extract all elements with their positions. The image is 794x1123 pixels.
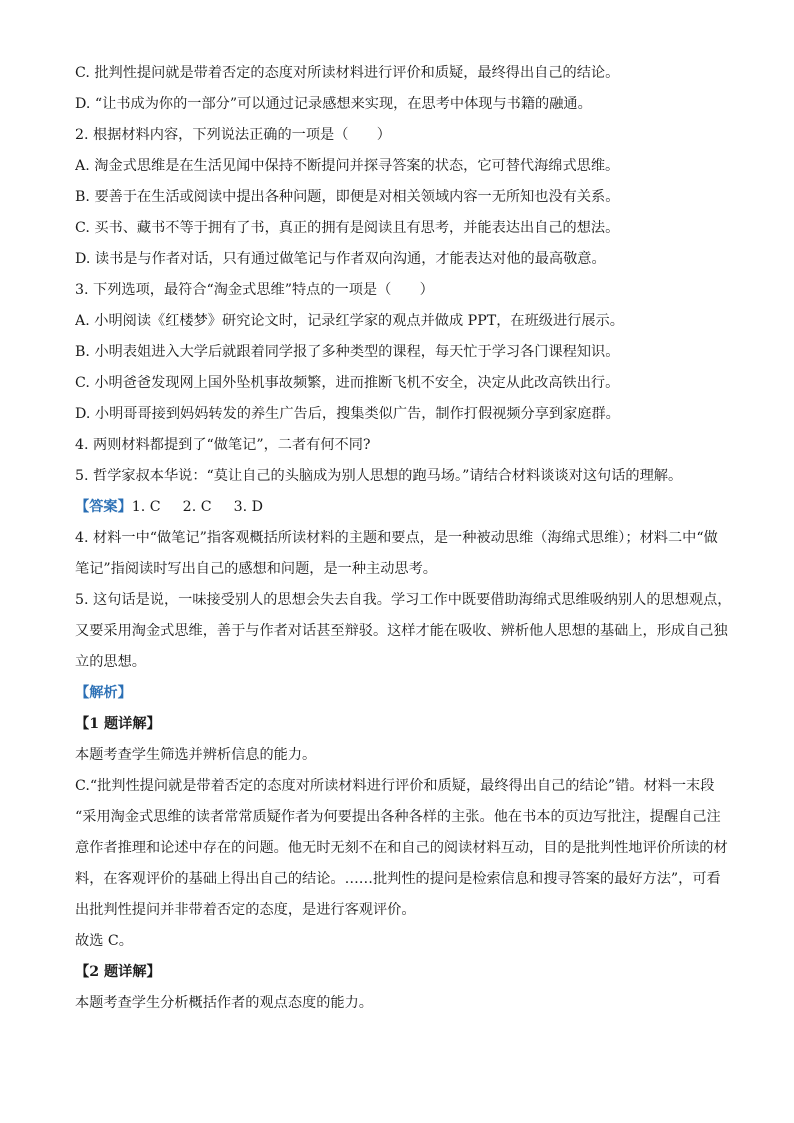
q2-stem: 2. 根据材料内容，下列说法正确的一项是（ ）: [75, 127, 391, 143]
detail-1-intro: 本题考查学生筛选并辨析信息的能力。: [75, 747, 317, 763]
answer-2: 2. C: [182, 499, 212, 515]
detail-1-paragraph: [75, 771, 728, 926]
detail-1-line: 意作者推理和论述中存在的问题。他无时无刻不在和自己的阅读材料互动，目的是批判性地评价所读的材: [75, 840, 728, 856]
q2-option-a: A. 淘金式思维是在生活见闻中保持不断提问并探寻答案的状态，它可替代海绵式思维。: [75, 158, 620, 174]
q5-stem: 5. 哲学家叔本华说：“莫让自己的头脑成为别人思想的跑马场。”请结合材料谈谈对这句话的理解。: [75, 468, 683, 484]
detail-2-intro: 本题考查学生分析概括作者的观点态度的能力。: [75, 995, 373, 1011]
q4-stem: 4. 两则材料都提到了“做笔记”，二者有何不同?: [75, 437, 371, 453]
q1-option-d: D. “让书成为你的一部分”可以通过记录感想来实现，在思考中体现与书籍的融通。: [75, 96, 592, 112]
answer-4-paragraph: [75, 523, 725, 585]
q3-option-d: D. 小明哥哥接到妈妈转发的养生广告后，搜集类似广告，制作打假视频分享到家庭群。: [75, 406, 620, 422]
q3-option-a: A. 小明阅读《红楼梦》研究论文时，记录红学家的观点并做成 PPT，在班级进行展示。: [75, 313, 624, 329]
detail-2-tag: 【2 题详解】: [75, 964, 161, 980]
q3-option-c: C. 小明爸爸发现网上国外坠机事故频繁，进而推断飞机不安全，决定从此改高铁出行。: [75, 375, 620, 391]
answer-tag: 【答案】: [75, 499, 132, 515]
q3-stem: 3. 下列选项，最符合“淘金式思维”特点的一项是（ ）: [75, 282, 434, 298]
detail-1-line: 出批判性提问并非带着否定的态度，是进行客观评价。: [75, 902, 416, 918]
detail-1-line: “采用淘金式思维的读者常常质疑作者为何要提出各种各样的主张。他在书本的页边写批注，提醒自己注: [75, 809, 721, 825]
detail-1-line: 料，在客观评价的基础上得出自己的结论。……批判性的提问是检索信息和搜寻答案的最好方法”，可看: [75, 871, 721, 887]
q1-option-c: C. 批判性提问就是带着否定的态度对所读材料进行评价和质疑，最终得出自己的结论。: [75, 65, 620, 81]
detail-1-tag: 【1 题详解】: [75, 716, 161, 732]
answer-5-line: 5. 这句话是说，一味接受别人的思想会失去自我。学习工作中既要借助海绵式思维吸纳别人的思想观点，: [75, 592, 732, 608]
q3-option-b: B. 小明表姐进入大学后就跟着同学报了多种类型的课程，每天忙于学习各门课程知识。: [75, 344, 620, 360]
answer-4-line: 笔记”指阅读时写出自己的感想和问题，是一种主动思考。: [75, 561, 437, 577]
q2-option-d: D. 读书是与作者对话，只有通过做笔记与作者双向沟通，才能表达对他的最高敬意。: [75, 251, 606, 267]
answer-5-line: 又要采用淘金式思维，善于与作者对话甚至辩驳。这样才能在吸收、辨析他人思想的基础上，形成自己独: [75, 623, 728, 639]
answer-1: 1. C: [131, 499, 161, 515]
answer-3: 3. D: [233, 499, 263, 515]
q2-option-b: B. 要善于在生活或阅读中提出各种问题，即便是对相关领域内容一无所知也没有关系。: [75, 189, 620, 205]
detail-1-choice: 故选 C。: [75, 933, 133, 949]
detail-1-line: C.“批判性提问就是带着否定的态度对所读材料进行评价和质疑，最终得出自己的结论”错。材料一末段: [75, 778, 715, 794]
answer-5-paragraph: [75, 585, 732, 678]
analysis-tag: 【解析】: [75, 685, 132, 701]
answer-4-line: 4. 材料一中“做笔记”指客观概括所读材料的主题和要点，是一种被动思维（海绵式思维）；材料二中“做: [75, 530, 718, 546]
answer-5-line: 立的思想。: [75, 654, 146, 670]
q2-option-c: C. 买书、藏书不等于拥有了书，真正的拥有是阅读且有思考，并能表达出自己的想法。: [75, 220, 620, 236]
document-page: [75, 58, 732, 1019]
answer-row: [75, 492, 725, 523]
